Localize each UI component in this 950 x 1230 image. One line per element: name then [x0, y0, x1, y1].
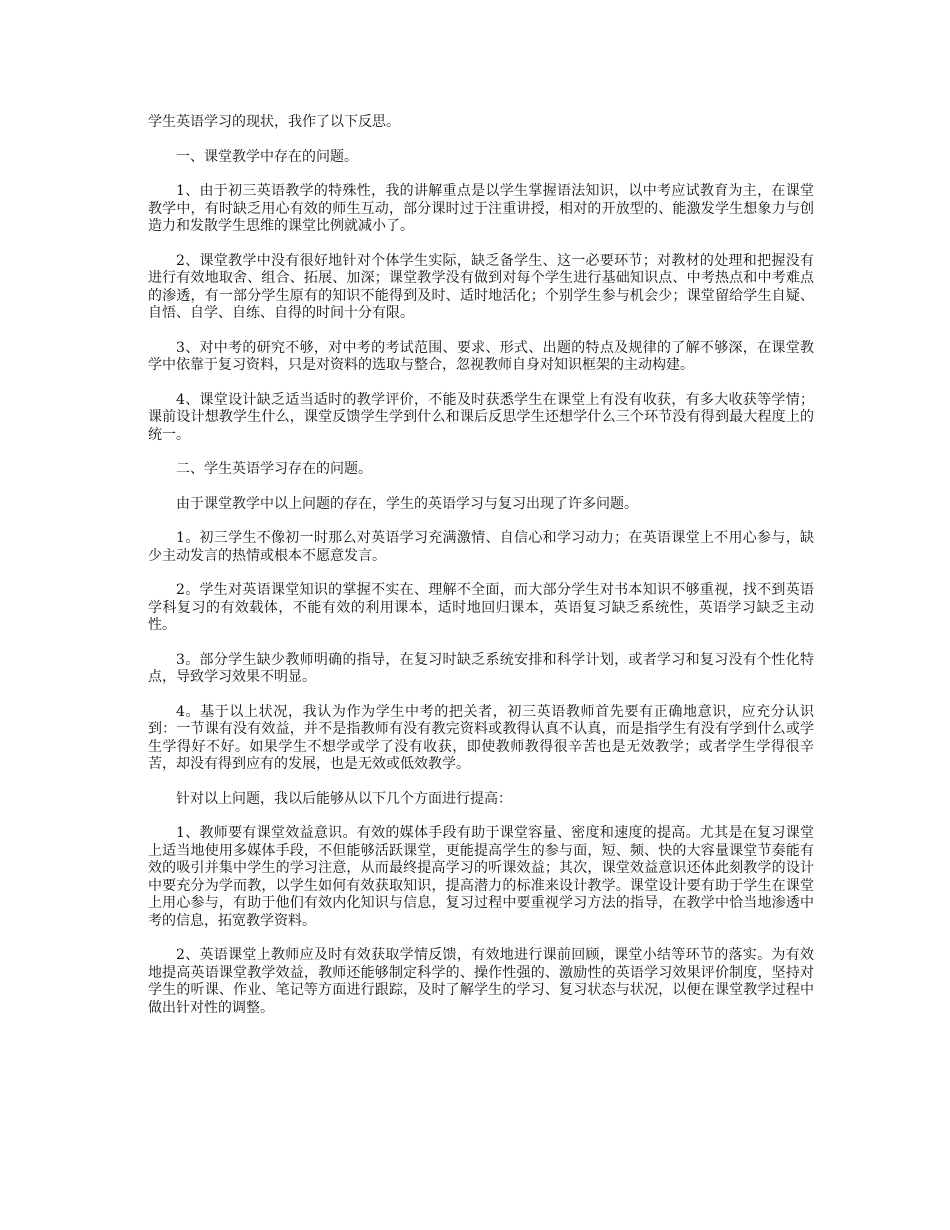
paragraph-intro: 学生英语学习的现状，我作了以下反思。: [148, 114, 400, 130]
paragraph-2-intro: 由于课堂教学中以上问题的存在，学生的英语学习与复习出现了许多问题。: [176, 495, 638, 512]
section-heading-2: 二、学生英语学习存在的问题。: [176, 461, 372, 477]
paragraph-1-4: 4、课堂设计缺乏适当适时的教学评价，不能及时获悉学生在课堂上有没有收获，有多大收获等学情；课前设计想教学生什么，课堂反馈学生学到什么和课后反思学生还想学什么三个环节没有得到最大程度上的统一。: [148, 391, 814, 443]
paragraph-2-1: 1。初三学生不像初一时那么对英语学习充满激情、自信心和学习动力；在英语课堂上不用心参与，缺少主动发言的热情或根本不愿意发言。: [148, 530, 814, 564]
paragraph-3-2: 2、英语课堂上教师应及时有效获取学情反馈，有效地进行课前回顾，课堂小结等环节的落实。为有效地提高英语课堂教学效益，教师还能够制定科学的、操作性强的、激励性的英语学习效果评价制度，坚持对学生的听课、作业、笔记等方面进行跟踪，及时了解学生的学习、复习状态与状况，以便在课堂教学过程中做出针对性的调整。: [148, 947, 814, 1016]
paragraph-1-2: 2、课堂教学中没有很好地针对个体学生实际，缺乏备学生、这一必要环节；对教材的处理和把握没有进行有效地取舍、组合、拓展、加深；课堂教学没有做到对每个学生进行基础知识点、中考热点和中考难点的渗透，有一部分学生原有的知识不能得到及时、适时地活化；个别学生参与机会少；课堂留给学生自疑、自悟、自学、自练、自得的时间十分有限。: [148, 252, 814, 321]
paragraph-2-3: 3。部分学生缺少教师明确的指导，在复习时缺乏系统安排和科学计划，或者学习和复习没有个性化特点，导致学习效果不明显。: [148, 651, 814, 685]
document-page: [148, 114, 814, 1034]
section-heading-3: 针对以上问题，我以后能够从以下几个方面进行提高：: [176, 790, 512, 807]
section-heading-1: 一、课堂教学中存在的问题。: [176, 148, 358, 165]
paragraph-2-2: 2。学生对英语课堂知识的掌握不实在、理解不全面，而大部分学生对书本知识不够重视，找不到英语学科复习的有效载体，不能有效的利用课本，适时地回归课本，英语复习缺乏系统性，英语学习缺乏主动性。: [148, 582, 814, 633]
paragraph-1-3: 3、对中考的研究不够，对中考的考试范围、要求、形式、出题的特点及规律的了解不够深，在课堂教学中依靠于复习资料，只是对资料的选取与整合，忽视教师自身对知识框架的主动构建。: [148, 339, 814, 373]
paragraph-3-1: 1、教师要有课堂效益意识。有效的媒体手段有助于课堂容量、密度和速度的提高。尤其是在复习课堂上适当地使用多媒体手段，不但能够活跃课堂，更能提高学生的参与面，短、频、快的大容量课堂节奏能有效的吸引并集中学生的学习注意，从而最终提高学习的听课效益；其次，课堂效益意识还体此刻教学的设计中要充分为学而教，以学生如何有效获取知识，提高潜力的标准来设计教学。课堂设计要有助于学生在课堂上用心参与，有助于他们有效内化知识与信息，复习过程中要重视学习方法的指导，在教学中恰当地渗透中考的信息，拓宽教学资料。: [148, 825, 814, 929]
paragraph-1-1: 1、由于初三英语教学的特殊性，我的讲解重点是以学生掌握语法知识，以中考应试教育为主，在课堂教学中，有时缺乏用心有效的师生互动，部分课时过于注重讲授，相对的开放型的、能激发学生想象力与创造力和发散学生思维的课堂比例就减小了。: [148, 183, 814, 234]
paragraph-2-4: 4。基于以上状况，我认为作为学生中考的把关者，初三英语教师首先要有正确地意识，应充分认识到：一节课有没有效益，并不是指教师有没有教完资料或教得认真不认真，而是指学生有没有学到什么或学生学得好不好。如果学生不想学或学了没有收获，即使教师教得很辛苦也是无效教学；或者学生学得很辛苦，却没有得到应有的发展，也是无效或低效教学。: [148, 703, 814, 772]
